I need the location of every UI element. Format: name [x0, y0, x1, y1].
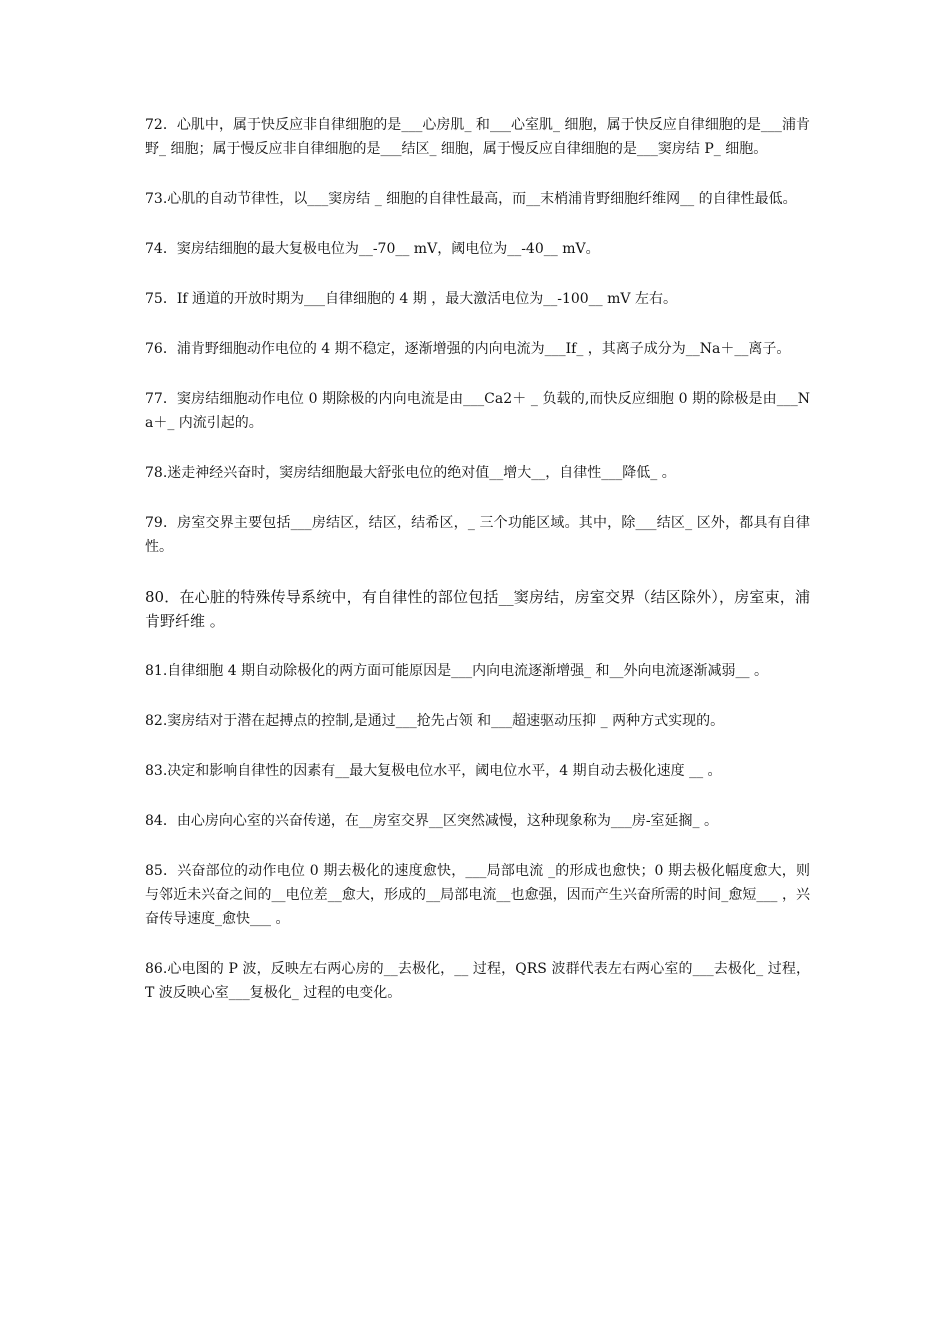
- question-73: 73.心肌的自动节律性，以___窦房结 _ 细胞的自律性最高，而__末梢浦肯野细胞纤维网__ 的自律性最低。: [145, 191, 797, 207]
- question-75: 75．If 通道的开放时期为___自律细胞的 4 期 ，最大激活电位为__-100__ mV 左右。: [145, 291, 677, 307]
- question-85: 85．兴奋部位的动作电位 0 期去极化的速度愈快，___局部电流 _的形成也愈快；0 期去极化幅度愈大，则与邻近未兴奋之间的__电位差__愈大，形成的__局部电流__也愈强，因而产生兴奋所需的时间_愈短___ ，兴奋传导速度_愈快___ 。: [145, 863, 810, 927]
- question-86: 86.心电图的 P 波，反映左右两心房的__去极化，__ 过程，QRS 波群代表左右两心室的___去极化_ 过程，T 波反映心室___复极化_ 过程的电变化。: [145, 961, 810, 1001]
- question-list: [145, 113, 810, 1031]
- question-84: 84．由心房向心室的兴奋传递，在__房室交界__区突然减慢，这种现象称为___房-室延搁_ 。: [145, 813, 718, 829]
- question-79: 79．房室交界主要包括___房结区，结区，结希区，_ 三个功能区域。其中，除___结区_ 区外，都具有自律性。: [145, 515, 810, 555]
- question-82: 82.窦房结对于潜在起搏点的控制,是通过___抢先占领 和___超速驱动压抑 _ 两种方式实现的。: [145, 713, 725, 729]
- question-81: 81.自律细胞 4 期自动除极化的两方面可能原因是___内向电流逐渐增强_ 和__外向电流逐渐减弱__ 。: [145, 663, 768, 679]
- question-83: 83.决定和影响自律性的因素有__最大复极电位水平，阈电位水平，4 期自动去极化速度 __ 。: [145, 763, 722, 779]
- question-78: 78.迷走神经兴奋时，窦房结细胞最大舒张电位的绝对值__增大__，自律性___降低_ 。: [145, 465, 676, 481]
- question-72: 72．心肌中，属于快反应非自律细胞的是___心房肌_ 和___心室肌_ 细胞，属于快反应自律细胞的是___浦肯野_ 细胞；属于慢反应非自律细胞的是___结区_ 细胞，属于慢反应自律细胞的是___窦房结 P_ 细胞。: [145, 117, 810, 157]
- question-74: 74．窦房结细胞的最大复极电位为__-70__ mV，阈电位为__-40__ mV。: [145, 241, 600, 257]
- question-77: 77．窦房结细胞动作电位 0 期除极的内向电流是由___Ca2＋ _ 负载的,而快反应细胞 0 期的除极是由___Na＋_ 内流引起的。: [145, 391, 810, 431]
- question-76: 76．浦肯野细胞动作电位的 4 期不稳定，逐渐增强的内向电流为___If_ ，其离子成分为__Na＋__离子。: [145, 341, 791, 357]
- question-80: 80．在心脏的特殊传导系统中，有自律性的部位包括__窦房结，房室交界（结区除外），房室束，浦肯野纤维 。: [145, 588, 810, 630]
